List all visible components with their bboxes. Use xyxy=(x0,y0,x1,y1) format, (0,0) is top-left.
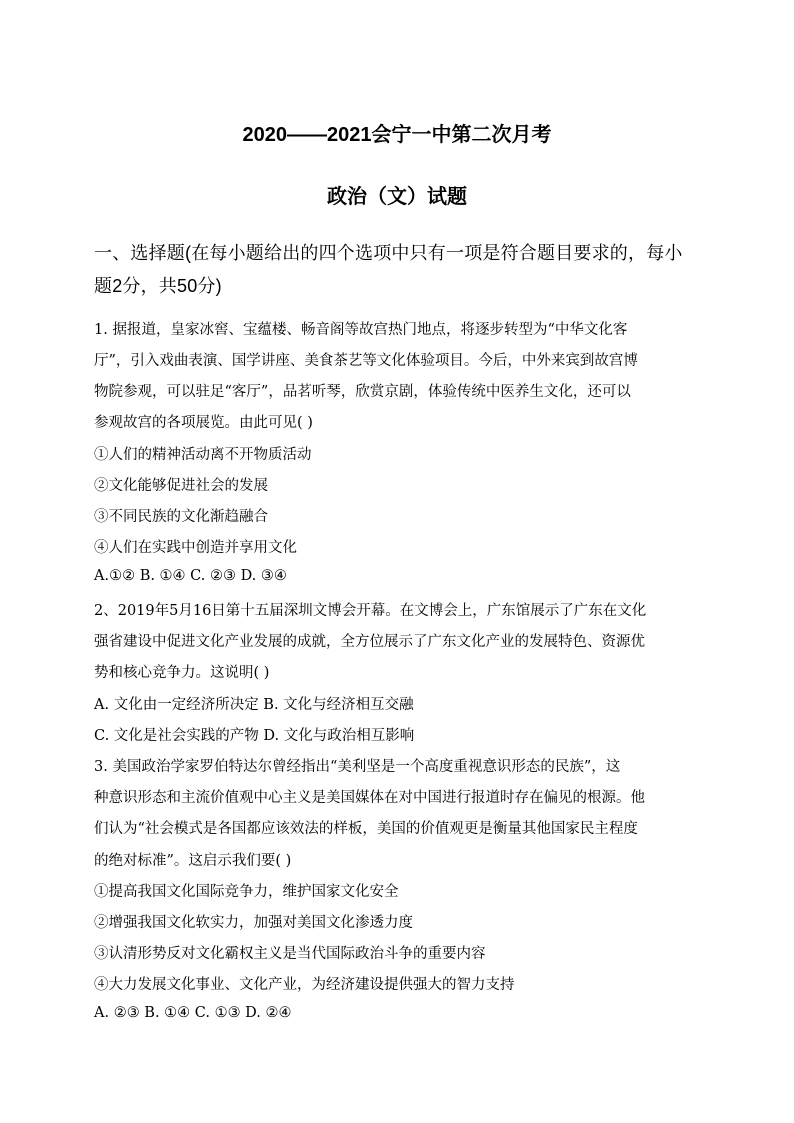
question-1-text: 厅”，引入戏曲表演、国学讲座、美食茶艺等文化体验项目。今后，中外来宾到故宫博 xyxy=(94,353,638,369)
section-heading-line: 题2分，共50分) xyxy=(94,276,222,296)
question-1-option: ④人们在实践中创造并享用文化 xyxy=(94,540,297,556)
exam-title: 2020——2021会宁一中第二次月考 xyxy=(242,124,552,146)
section-heading-line: 一、选择题(在每小题给出的四个选项中只有一项是符合题目要求的，每小 xyxy=(94,243,683,263)
question-1-text: 参观故宫的各项展览。由此可见( ) xyxy=(94,415,313,431)
question-1-text: 1. 据报道，皇家冰窖、宝蕴楼、畅音阁等故宫热门地点，将逐步转型为“中华文化客 xyxy=(94,322,628,338)
question-1-option: ②文化能够促进社会的发展 xyxy=(94,478,268,494)
question-2-text: 势和核心竞争力。这说明( ) xyxy=(94,665,270,681)
question-3-text: 3. 美国政治学家罗伯特达尔曾经指出“美利坚是一个高度重视意识形态的民族”，这 xyxy=(94,759,621,775)
question-2-answers: C. 文化是社会实践的产物 D. 文化与政治相互影响 xyxy=(94,728,415,744)
question-2-answers: A. 文化由一定经济所决定 B. 文化与经济相互交融 xyxy=(94,697,414,713)
question-1-answers: A.①② B. ①④ C. ②③ D. ③④ xyxy=(94,568,287,584)
question-3-option: ②增强我国文化软实力，加强对美国文化渗透力度 xyxy=(94,915,413,931)
question-3-option: ①提高我国文化国际竞争力，维护国家文化安全 xyxy=(94,884,399,900)
question-3-text: 的绝对标准”。这启示我们要( ) xyxy=(94,853,292,869)
question-1-text: 物院参观，可以驻足“客厅”，品茗听琴，欣赏京剧，体验传统中医养生文化，还可以 xyxy=(94,384,631,400)
question-1-option: ③不同民族的文化渐趋融合 xyxy=(94,509,268,525)
section-heading xyxy=(94,237,704,303)
question-3-option: ④大力发展文化事业、文化产业，为经济建设提供强大的智力支持 xyxy=(94,977,515,993)
question-1-option: ①人们的精神活动离不开物质活动 xyxy=(94,447,312,463)
question-3-option: ③认清形势反对文化霸权主义是当代国际政治斗争的重要内容 xyxy=(94,946,486,962)
question-2-text: 强省建设中促进文化产业发展的成就，全方位展示了广东文化产业的发展特色、资源优 xyxy=(94,634,645,650)
question-3-text: 们认为“社会模式是各国都应该效法的样板，美国的价值观更是衡量其他国家民主程度 xyxy=(94,821,638,837)
question-2-text: 2、2019年5月16日第十五届深圳文博会开幕。在文博会上，广东馆展示了广东在文化 xyxy=(94,603,647,619)
exam-subtitle: 政治（文）试题 xyxy=(327,186,467,208)
question-3-answers: A. ②③ B. ①④ C. ①③ D. ②④ xyxy=(94,1005,292,1021)
question-3-text: 种意识形态和主流价值观中心主义是美国媒体在对中国进行报道时存在偏见的根源。他 xyxy=(94,790,645,806)
